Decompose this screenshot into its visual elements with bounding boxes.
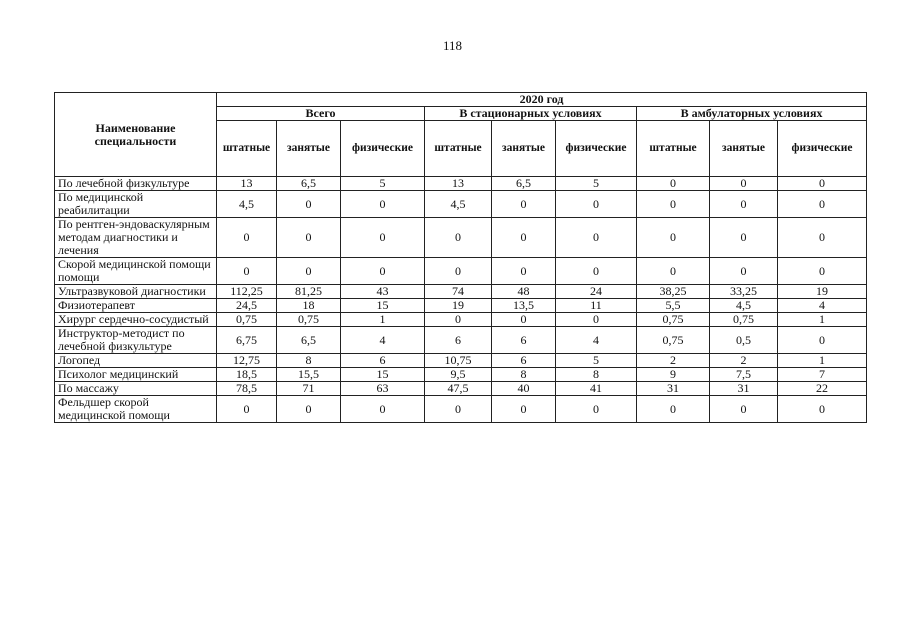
table-cell: 15,5 [277,368,341,382]
table-cell: 6 [492,354,556,368]
table-cell: 0 [425,258,492,285]
table-cell: 43 [341,285,425,299]
specialty-name: Скорой медицинской помощи помощи [55,258,217,285]
page-number: 118 [442,38,463,53]
table-cell: 0 [778,258,867,285]
table-cell: 12,75 [217,354,277,368]
table-cell: 0 [778,218,867,258]
table-cell: 0 [492,313,556,327]
sub-header: физические [341,121,425,177]
specialty-name: По рентген-эндоваскулярным методам диагностики и лечения [55,218,217,258]
table-row [55,177,867,191]
table-cell: 0 [556,396,637,423]
table-cell: 74 [425,285,492,299]
table-cell: 0 [492,191,556,218]
table-cell: 4,5 [425,191,492,218]
table-cell: 112,25 [217,285,277,299]
staffing-table [54,92,867,423]
table-cell: 15 [341,368,425,382]
table-body [55,177,867,423]
specialty-name: Психолог медицинский [55,368,217,382]
sub-header: штатные [637,121,710,177]
table-cell: 47,5 [425,382,492,396]
table-cell: 0 [277,218,341,258]
specialty-name: Логопед [55,354,217,368]
table-cell: 0 [637,191,710,218]
table-cell: 0 [556,258,637,285]
group-header-inpatient: В стационарных условиях [425,107,637,121]
table-cell: 8 [277,354,341,368]
sub-header: штатные [217,121,277,177]
table-cell: 0 [341,396,425,423]
table-cell: 19 [778,285,867,299]
table-row [55,327,867,354]
table-row [55,368,867,382]
table-cell: 0 [556,313,637,327]
table-row [55,299,867,313]
specialty-name: Фельдшер скорой медицинской помощи [55,396,217,423]
table-cell: 0 [492,258,556,285]
specialty-name: Хирург сердечно-сосудистый [55,313,217,327]
table-cell: 0 [556,191,637,218]
table-cell: 0,5 [710,327,778,354]
table-cell: 41 [556,382,637,396]
table-header [55,93,867,177]
table-cell: 5 [341,177,425,191]
table-cell: 2 [710,354,778,368]
table-cell: 18 [277,299,341,313]
table-cell: 5,5 [637,299,710,313]
sub-header: занятые [710,121,778,177]
table-cell: 0,75 [217,313,277,327]
table-cell: 0 [778,327,867,354]
table-cell: 2 [637,354,710,368]
table-cell: 0 [637,396,710,423]
table-cell: 4 [778,299,867,313]
table-cell: 22 [778,382,867,396]
table-cell: 48 [492,285,556,299]
specialty-name: По лечебной физкультуре [55,177,217,191]
table-row [55,285,867,299]
table-cell: 0,75 [710,313,778,327]
table-row [55,191,867,218]
table-cell: 81,25 [277,285,341,299]
table-cell: 0,75 [277,313,341,327]
table-cell: 11 [556,299,637,313]
group-header-outpatient: В амбулаторных условиях [637,107,867,121]
table-cell: 0 [425,313,492,327]
specialty-name-header: Наименование специальности [55,93,217,177]
table-cell: 33,25 [710,285,778,299]
table-cell: 0 [710,177,778,191]
table-row [55,258,867,285]
specialty-name: Инструктор-методист по лечебной физкультуре [55,327,217,354]
table-cell: 1 [341,313,425,327]
table-cell: 31 [710,382,778,396]
table-cell: 6 [492,327,556,354]
specialty-name: Ультразвуковой диагностики [55,285,217,299]
table-cell: 4,5 [710,299,778,313]
table-cell: 5 [556,354,637,368]
table-cell: 19 [425,299,492,313]
table-cell: 0 [637,258,710,285]
table-cell: 31 [637,382,710,396]
table-cell: 24 [556,285,637,299]
specialty-name: Физиотерапевт [55,299,217,313]
table-cell: 0 [217,258,277,285]
table-cell: 6,5 [277,177,341,191]
table-cell: 0,75 [637,327,710,354]
table-cell: 13,5 [492,299,556,313]
table-cell: 9,5 [425,368,492,382]
sub-header: штатные [425,121,492,177]
table-cell: 6,5 [277,327,341,354]
table-cell: 0 [277,191,341,218]
table-cell: 1 [778,313,867,327]
table-cell: 0 [710,258,778,285]
table-cell: 7,5 [710,368,778,382]
table-cell: 1 [778,354,867,368]
table-cell: 8 [556,368,637,382]
table-row [55,218,867,258]
table-cell: 13 [217,177,277,191]
table-cell: 4,5 [217,191,277,218]
table-cell: 0 [710,191,778,218]
table-cell: 38,25 [637,285,710,299]
table-cell: 0 [277,258,341,285]
table-cell: 0 [492,218,556,258]
table-cell: 6,75 [217,327,277,354]
sub-header: физические [556,121,637,177]
sub-header: занятые [277,121,341,177]
table-cell: 0 [341,258,425,285]
sub-header: занятые [492,121,556,177]
table-row [55,313,867,327]
table-cell: 40 [492,382,556,396]
table-cell: 78,5 [217,382,277,396]
table-cell: 0 [556,218,637,258]
table-cell: 0 [277,396,341,423]
table-cell: 0 [710,396,778,423]
table-cell: 4 [556,327,637,354]
table-cell: 4 [341,327,425,354]
table-cell: 0 [425,218,492,258]
table-cell: 13 [425,177,492,191]
table-cell: 7 [778,368,867,382]
table-cell: 0 [637,177,710,191]
table-cell: 0 [217,218,277,258]
table-cell: 24,5 [217,299,277,313]
table-cell: 18,5 [217,368,277,382]
table-cell: 6 [425,327,492,354]
table-cell: 0 [710,218,778,258]
table-cell: 0,75 [637,313,710,327]
table-cell: 0 [217,396,277,423]
table-row [55,396,867,423]
table-cell: 15 [341,299,425,313]
table-cell: 0 [637,218,710,258]
specialty-name: По массажу [55,382,217,396]
table-cell: 0 [778,191,867,218]
table-cell: 0 [778,177,867,191]
specialty-name: По медицинской реабилитации [55,191,217,218]
table-cell: 0 [425,396,492,423]
table-cell: 9 [637,368,710,382]
table-cell: 0 [492,396,556,423]
table-cell: 6,5 [492,177,556,191]
table-cell: 71 [277,382,341,396]
table-cell: 6 [341,354,425,368]
table-cell: 0 [341,218,425,258]
year-header: 2020 год [217,93,867,107]
table-cell: 8 [492,368,556,382]
table-row [55,354,867,368]
group-header-total: Всего [217,107,425,121]
table-cell: 5 [556,177,637,191]
table-cell: 0 [778,396,867,423]
table-row [55,382,867,396]
table-cell: 63 [341,382,425,396]
table-cell: 10,75 [425,354,492,368]
table-cell: 0 [341,191,425,218]
sub-header: физические [778,121,867,177]
